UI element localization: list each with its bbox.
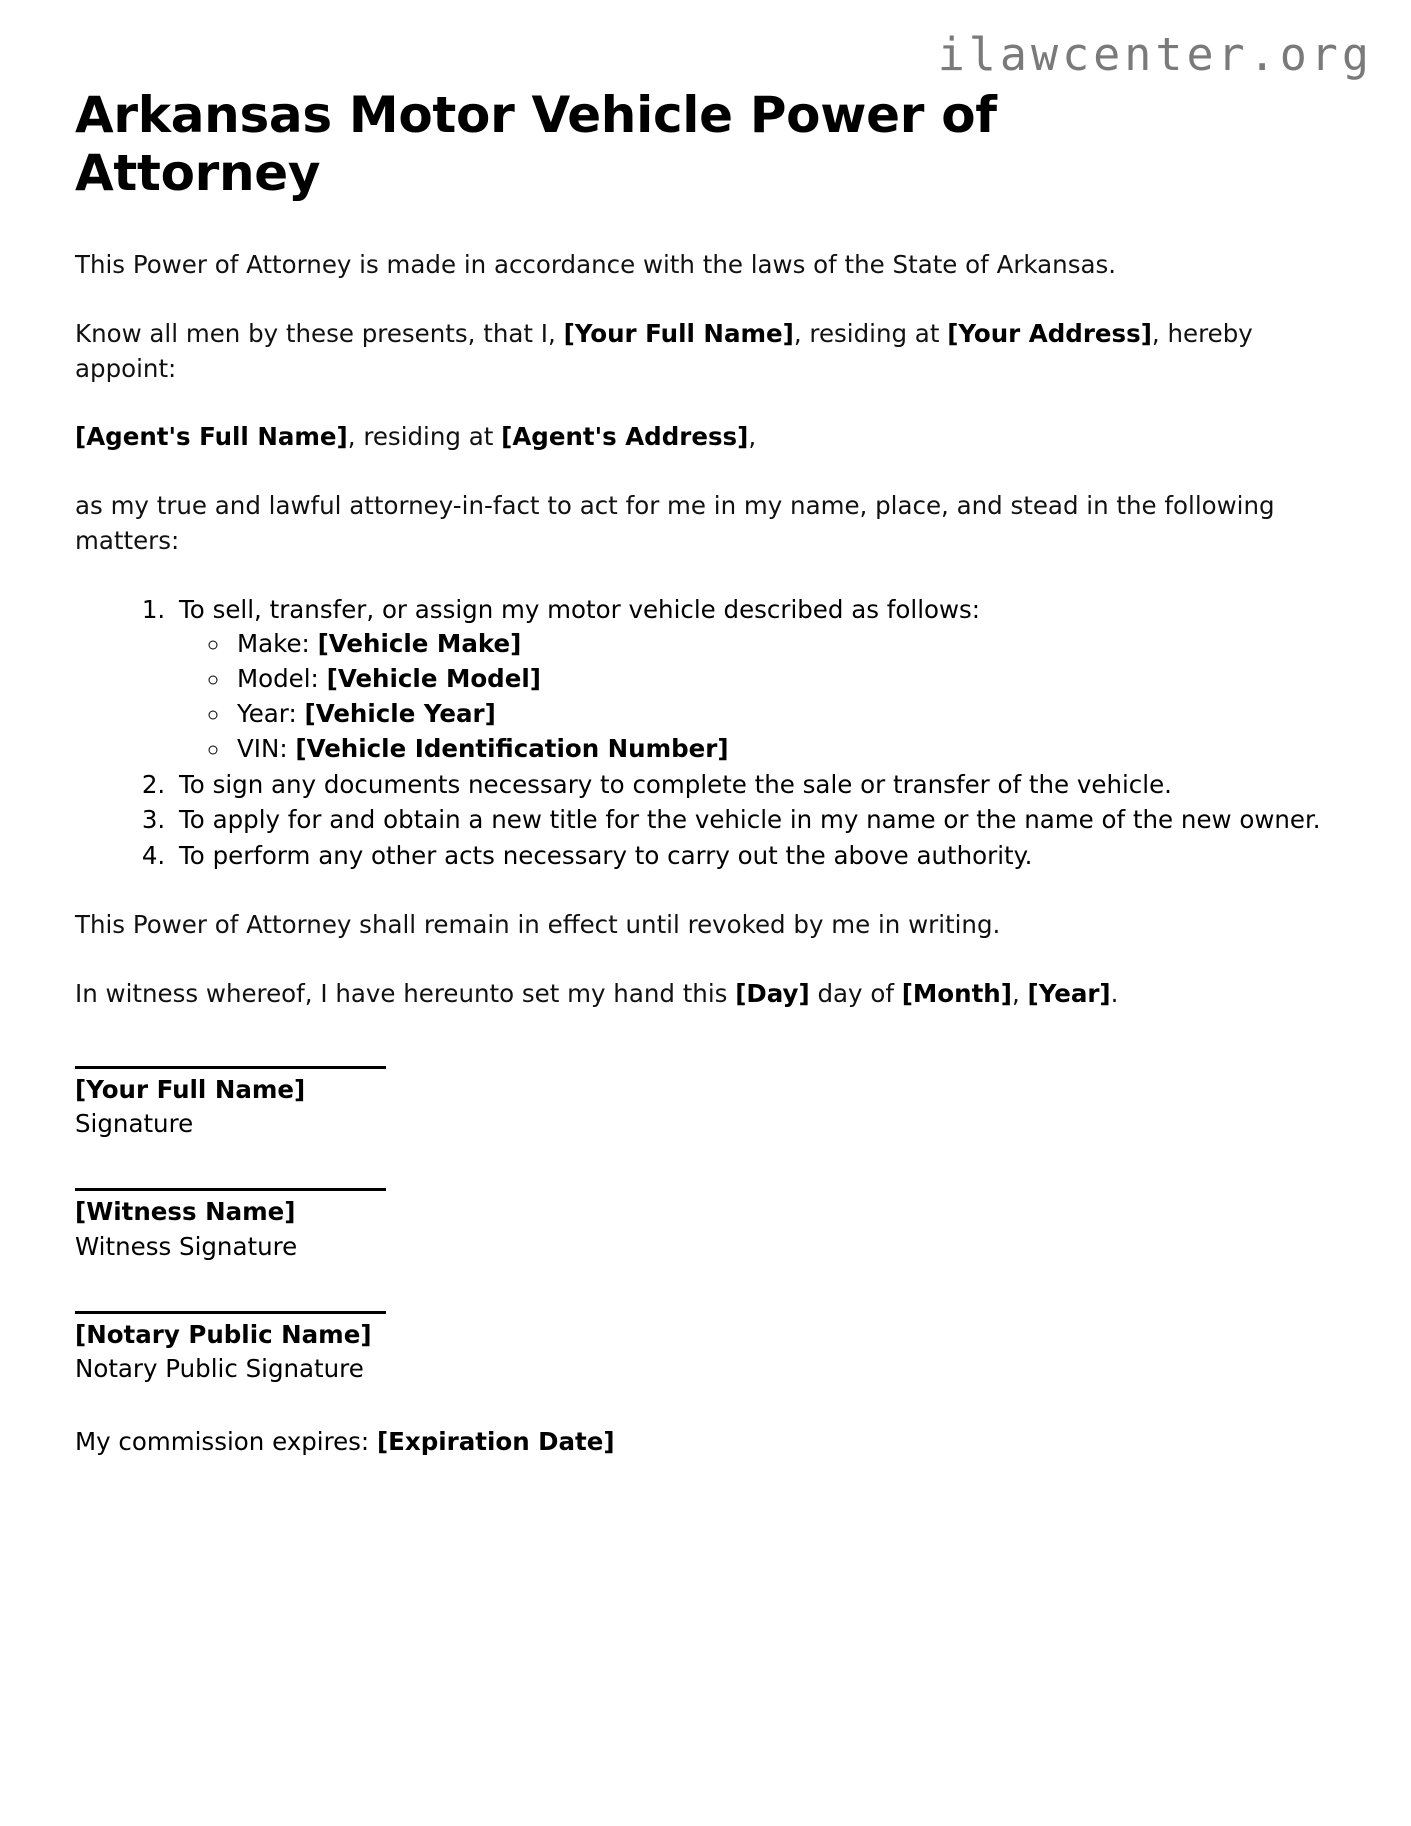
matters-list-item <box>173 803 1341 838</box>
vehicle-detail-item <box>231 697 1341 732</box>
witness-tail: . <box>1110 978 1119 1008</box>
vehicle-detail-placeholder: [Vehicle Model] <box>326 664 541 694</box>
signature-name-placeholder: [Witness Name] <box>75 1197 296 1227</box>
witness-mid: day of <box>809 978 902 1008</box>
signature-role-label: Witness Signature <box>75 1231 298 1261</box>
page-title: Arkansas Motor Vehicle Power of Attorney <box>75 86 997 202</box>
signature-role-label: Notary Public Signature <box>75 1354 364 1384</box>
matters-list-item-text: To apply for and obtain a new title for the vehicle in my name or the name of the new owner. <box>179 805 1321 835</box>
signature-line[interactable] <box>75 1311 386 1314</box>
principal-paragraph <box>75 317 1275 387</box>
signature-line[interactable] <box>75 1066 386 1069</box>
signature-block <box>75 1066 1341 1143</box>
agent-address-placeholder: [Agent's Address] <box>501 422 749 452</box>
matters-list-item <box>173 839 1341 874</box>
vehicle-detail-label: Year: <box>237 699 297 729</box>
principal-tail: , hereby appoint: <box>75 318 1253 383</box>
signature-block <box>75 1311 1341 1388</box>
witness-clause-paragraph <box>75 977 1275 1012</box>
intro-paragraph: This Power of Attorney is made in accordance with the laws of the State of Arkansas. <box>75 250 1117 279</box>
vehicle-detail-item <box>231 732 1341 767</box>
signature-blocks-container <box>75 1066 1341 1388</box>
commission-expiration-line <box>75 1425 1341 1460</box>
site-watermark: ilawcenter.org <box>937 28 1373 81</box>
matters-list <box>75 593 1341 874</box>
vehicle-detail-label: Model: <box>237 664 319 694</box>
signature-name-placeholder: [Notary Public Name] <box>75 1319 372 1349</box>
agent-paragraph <box>75 420 1275 455</box>
matters-list-item-text: To perform any other acts necessary to carry out the above authority. <box>179 841 1033 871</box>
vehicle-detail-placeholder: [Vehicle Make] <box>317 629 522 659</box>
year-placeholder: [Year] <box>1027 978 1111 1008</box>
day-placeholder: [Day] <box>735 978 810 1008</box>
vehicle-detail-label: Make: <box>237 629 310 659</box>
witness-lead: In witness whereof, I have hereunto set my hand this <box>75 978 736 1008</box>
matters-list-item <box>173 593 1341 767</box>
principal-address-placeholder: [Your Address] <box>947 318 1152 348</box>
agent-name-placeholder: [Agent's Full Name] <box>75 422 348 452</box>
revocation-paragraph: This Power of Attorney shall remain in effect until revoked by me in writing. <box>75 909 1001 939</box>
authority-intro-paragraph: as my true and lawful attorney-in-fact to act for me in my name, place, and stead in the following matters: <box>75 491 1275 555</box>
vehicle-detail-item <box>231 662 1341 697</box>
vehicle-detail-placeholder: [Vehicle Year] <box>304 699 496 729</box>
vehicle-details-list <box>179 627 1341 766</box>
signature-name-placeholder: [Your Full Name] <box>75 1074 306 1104</box>
agent-tail: , <box>748 422 757 452</box>
vehicle-detail-item <box>231 627 1341 662</box>
matters-list-item <box>173 768 1341 803</box>
expiration-date-placeholder: [Expiration Date] <box>376 1427 615 1457</box>
matters-list-item-text: To sign any documents necessary to complete the sale or transfer of the vehicle. <box>179 769 1172 799</box>
signature-role-label: Signature <box>75 1109 194 1139</box>
vehicle-detail-label: VIN: <box>237 733 288 763</box>
vehicle-detail-placeholder: [Vehicle Identification Number] <box>295 733 729 763</box>
principal-mid: , residing at <box>793 318 948 348</box>
matters-list-item-text: To sell, transfer, or assign my motor vehicle described as follows: <box>179 594 981 624</box>
principal-name-placeholder: [Your Full Name] <box>563 318 794 348</box>
principal-lead: Know all men by these presents, that I, <box>75 318 556 348</box>
commission-label: My commission expires: <box>75 1427 377 1457</box>
month-placeholder: [Month] <box>901 978 1012 1008</box>
signature-block <box>75 1188 1341 1265</box>
agent-mid: , residing at <box>347 422 502 452</box>
witness-separator: , <box>1011 978 1028 1008</box>
signature-line[interactable] <box>75 1188 386 1191</box>
